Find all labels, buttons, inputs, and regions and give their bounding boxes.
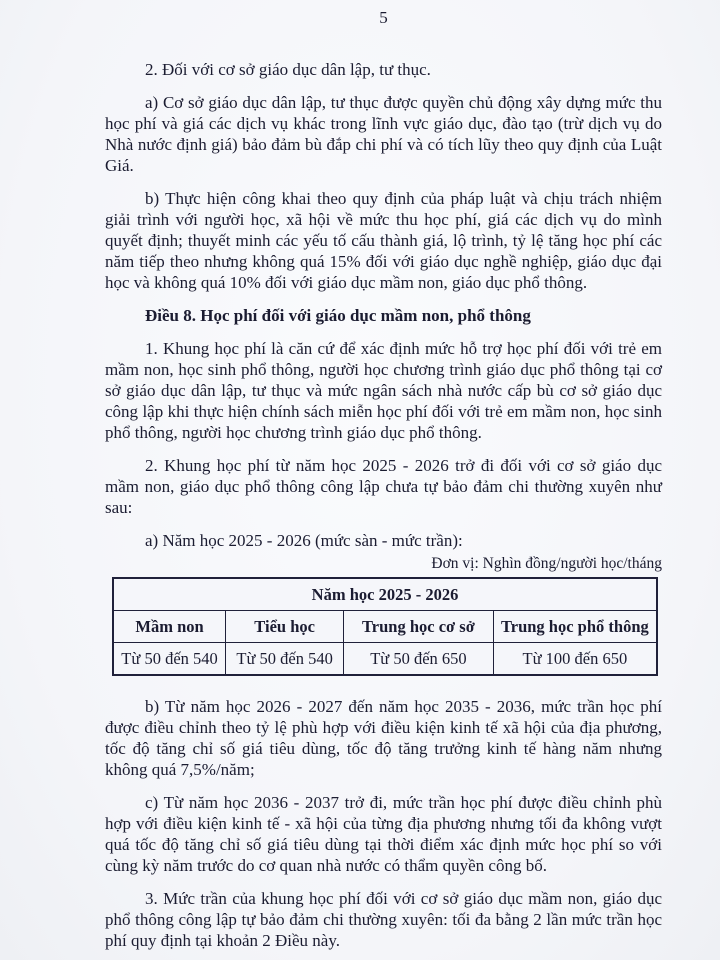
heading-dieu-8: Điều 8. Học phí đối với giáo dục mầm non, phổ thông xyxy=(145,306,531,325)
paragraph-8-2c: c) Từ năm học 2036 - 2037 trở đi, mức trần học phí được điều chỉnh phù hợp với điều kiện kinh tế - xã hội của từng địa phương nhưng tối đa không vượt quá tốc độ tăng chỉ số giá tiêu dùng tại thời điểm xác định mức học phí so với cùng kỳ năm trước do cơ quan nhà nước có thẩm quyền công bố. xyxy=(105,793,662,875)
fee-table xyxy=(112,577,658,676)
fee-table-value-row xyxy=(113,643,657,676)
fee-table-header-row xyxy=(113,611,657,643)
fee-cell-tieu-hoc: Từ 50 đến 540 xyxy=(226,643,344,676)
paragraph-2a: a) Cơ sở giáo dục dân lập, tư thục được quyền chủ động xây dựng mức thu học phí và giá các dịch vụ khác trong lĩnh vực giáo dục, đào tạo (trừ dịch vụ do Nhà nước định giá) bảo đảm bù đắp chi phí và có tích lũy theo quy định của Luật Giá. xyxy=(105,93,662,175)
paragraph-8-2b: b) Từ năm học 2026 - 2027 đến năm học 2035 - 2036, mức trần học phí được điều chỉnh theo tỷ lệ phù hợp với điều kiện kinh tế xã hội của địa phương, tốc độ tăng chỉ số giá tiêu dùng, tốc độ tăng trưởng kinh tế hàng năm nhưng không quá 7,5%/năm; xyxy=(105,697,662,779)
fee-cell-trung-hoc-co-so: Từ 50 đến 650 xyxy=(344,643,494,676)
fee-table-col-tieu-hoc: Tiểu học xyxy=(226,611,344,643)
fee-table-title: Năm học 2025 - 2026 xyxy=(113,578,657,611)
page-number: 5 xyxy=(379,8,388,27)
unit-note: Đơn vị: Nghìn đồng/người học/tháng xyxy=(431,555,662,572)
fee-cell-trung-hoc-pho-thong: Từ 100 đến 650 xyxy=(493,643,657,676)
paragraph-8-3: 3. Mức trần của khung học phí đối với cơ sở giáo dục mầm non, giáo dục phổ thông công lập tự bảo đảm chi thường xuyên: tối đa bằng 2 lần mức trần học phí quy định tại khoản 2 Điều này. xyxy=(105,889,662,950)
fee-table-col-trung-hoc-co-so: Trung học cơ sở xyxy=(344,611,494,643)
fee-table-title-row xyxy=(113,578,657,611)
paragraph-8-1: 1. Khung học phí là căn cứ để xác định mức hỗ trợ học phí đối với trẻ em mầm non, học sinh phổ thông, người học chương trình giáo dục phổ thông tại cơ sở giáo dục dân lập, tư thục và mức ngân sách nhà nước cấp bù cơ sở giáo dục công lập khi thực hiện chính sách miễn học phí đối với trẻ em mầm non, học sinh phổ thông, người học chương trình giáo dục phổ thông. xyxy=(105,339,662,442)
fee-table-col-trung-hoc-pho-thong: Trung học phổ thông xyxy=(493,611,657,643)
paragraph-8-2a: a) Năm học 2025 - 2026 (mức sàn - mức trần): xyxy=(145,531,463,550)
fee-table-col-mam-non: Mầm non xyxy=(113,611,226,643)
fee-cell-mam-non: Từ 50 đến 540 xyxy=(113,643,226,676)
paragraph-8-2: 2. Khung học phí từ năm học 2025 - 2026 trở đi đối với cơ sở giáo dục mầm non, giáo dục phổ thông công lập chưa tự bảo đảm chi thường xuyên như sau: xyxy=(105,456,662,517)
document-content xyxy=(105,59,662,951)
paragraph-2b: b) Thực hiện công khai theo quy định của pháp luật và chịu trách nhiệm giải trình với người học, xã hội về mức thu học phí, giá các dịch vụ do mình quyết định; thuyết minh các yếu tố cấu thành giá, lộ trình, tỷ lệ tăng học phí các năm tiếp theo nhưng không quá 15% đối với giáo dục nghề nghiệp, giáo dục đại học và không quá 10% đối với giáo dục mầm non, giáo dục phổ thông. xyxy=(105,189,662,292)
paragraph-2-dan-lap-tu-thuc: 2. Đối với cơ sở giáo dục dân lập, tư thục. xyxy=(145,60,431,79)
